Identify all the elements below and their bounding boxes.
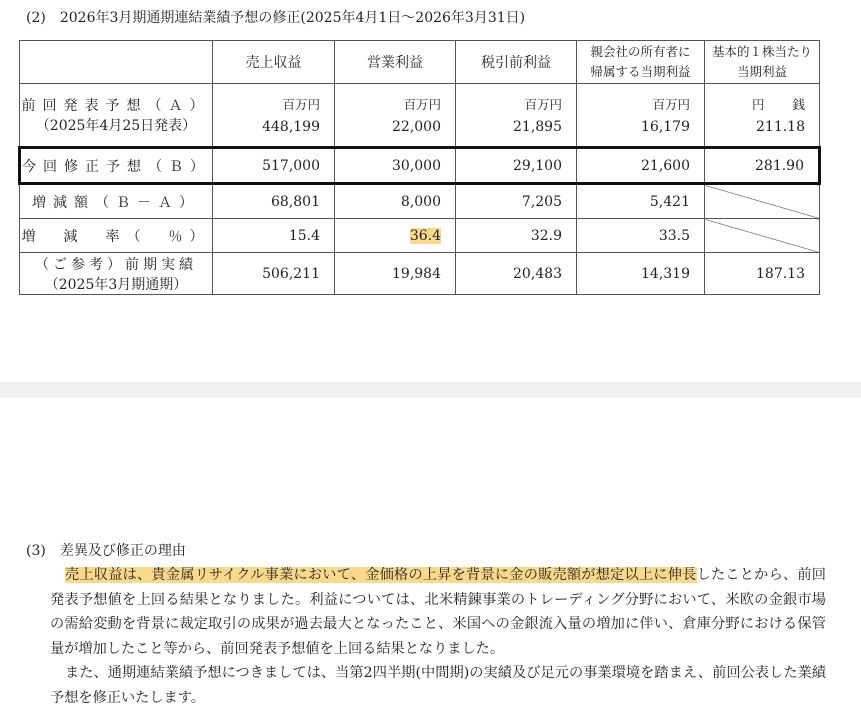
cell-current-eps: 281.90 — [705, 148, 820, 184]
row-label-change-amount: 増減額（Ｂ－Ａ） — [20, 184, 213, 219]
cell-previous-eps — [705, 84, 820, 148]
header-net-profit-line1: 親会社の所有者に — [590, 44, 691, 59]
section3-heading — [26, 540, 186, 560]
value: 211.18 — [756, 119, 805, 135]
cell-current-operating: 30,000 — [335, 148, 456, 184]
cell-current-net: 21,600 — [577, 148, 705, 184]
table-row-prior-year — [20, 253, 820, 295]
table-row-current — [20, 148, 820, 184]
forecast-table — [18, 40, 821, 295]
table-header-row — [20, 41, 820, 84]
page-separator — [0, 382, 861, 398]
reason-paragraph-1 — [50, 563, 826, 661]
value: 16,179 — [641, 119, 690, 135]
cell-rate-net: 33.5 — [577, 219, 705, 253]
cell-prior-operating: 19,984 — [335, 253, 456, 295]
value: 448,199 — [262, 119, 320, 135]
diagonal-empty-cell — [705, 184, 820, 219]
cell-change-net: 5,421 — [577, 184, 705, 219]
row-label-prior-year — [20, 253, 213, 295]
cell-rate-revenue: 15.4 — [213, 219, 335, 253]
diagonal-empty-cell — [705, 219, 820, 253]
unit-label: 百万円 — [652, 97, 690, 112]
row-label-previous-line1: 前回発表予想（Ａ） — [21, 98, 211, 114]
cell-prior-net: 14,319 — [577, 253, 705, 295]
value: 22,000 — [392, 119, 441, 135]
header-net-profit — [577, 41, 705, 84]
cell-prior-revenue: 506,211 — [213, 253, 335, 295]
unit-label: 百万円 — [524, 97, 562, 112]
cell-prior-pretax: 20,483 — [456, 253, 577, 295]
unit-label: 百万円 — [282, 97, 320, 112]
value: 21,895 — [513, 119, 562, 135]
row-label-previous — [20, 84, 213, 148]
table-row-previous — [20, 84, 820, 148]
header-eps — [705, 41, 820, 84]
cell-current-pretax: 29,100 — [456, 148, 577, 184]
header-empty-cell — [20, 41, 213, 84]
cell-previous-pretax — [456, 84, 577, 148]
cell-change-operating: 8,000 — [335, 184, 456, 219]
reason-paragraph-2: また、通期連結業績予想につきましては、当第2四半期(中間期)の実績及び足元の事業環境を踏まえ、前回公表した業績予想を修正いたします。 — [50, 665, 826, 706]
row-label-current: 今回修正予想（Ｂ） — [20, 148, 213, 184]
section2-heading — [26, 7, 525, 27]
cell-previous-revenue — [213, 84, 335, 148]
cell-current-revenue: 517,000 — [213, 148, 335, 184]
cell-previous-net — [577, 84, 705, 148]
cell-change-revenue: 68,801 — [213, 184, 335, 219]
header-operating-profit: 営業利益 — [335, 41, 456, 84]
cell-rate-pretax: 32.9 — [456, 219, 577, 253]
header-net-profit-line2: 帰属する当期利益 — [590, 64, 691, 79]
table-row-change-rate — [20, 219, 820, 253]
cell-previous-operating — [335, 84, 456, 148]
header-eps-line2: 当期利益 — [736, 64, 787, 79]
unit-label: 円 銭 — [752, 97, 817, 112]
section2-number: (2) — [26, 10, 46, 26]
row-label-prior-line1: （ご参考）前期実績 — [35, 256, 197, 273]
section3-number: (3) — [26, 543, 46, 559]
highlighted-text: 売上収益は、貴金属リサイクル事業において、金価格の上昇を背景に金の販売額が想定以上に伸長 — [65, 567, 697, 583]
header-revenue: 売上収益 — [213, 41, 335, 84]
row-label-change-rate: 増 減 率（ ％） — [20, 219, 213, 253]
table-row-change-amount — [20, 184, 820, 219]
paragraph-1-rest: したことから、前回発表予想値を上回る結果となりました。利益については、北米精錬事業のトレーディング分野において、米欧の金銀市場の需給変動を背景に裁定取引の成果が過去最大となったこと、米国への金銀流入量の増加に伴い、倉庫分野における保管量が増加したこと等から、前回発表予想値を上回る結果となりました。 — [50, 567, 826, 657]
row-label-prior-line2: （2025年3月期通期） — [44, 276, 188, 293]
section3-title: 差異及び修正の理由 — [59, 543, 186, 559]
row-label-previous-line2: （2025年4月25日発表） — [35, 118, 197, 134]
section2-title: 2026年3月期通期連結業績予想の修正(2025年4月1日～2026年3月31日) — [59, 10, 526, 26]
cell-rate-operating — [335, 219, 456, 253]
cell-prior-eps: 187.13 — [705, 253, 820, 295]
header-pretax-profit: 税引前利益 — [456, 41, 577, 84]
unit-label: 百万円 — [403, 97, 441, 112]
header-eps-line1: 基本的１株当たり — [711, 44, 812, 59]
cell-change-pretax: 7,205 — [456, 184, 577, 219]
reason-text — [50, 563, 826, 710]
highlighted-value: 36.4 — [409, 227, 441, 244]
